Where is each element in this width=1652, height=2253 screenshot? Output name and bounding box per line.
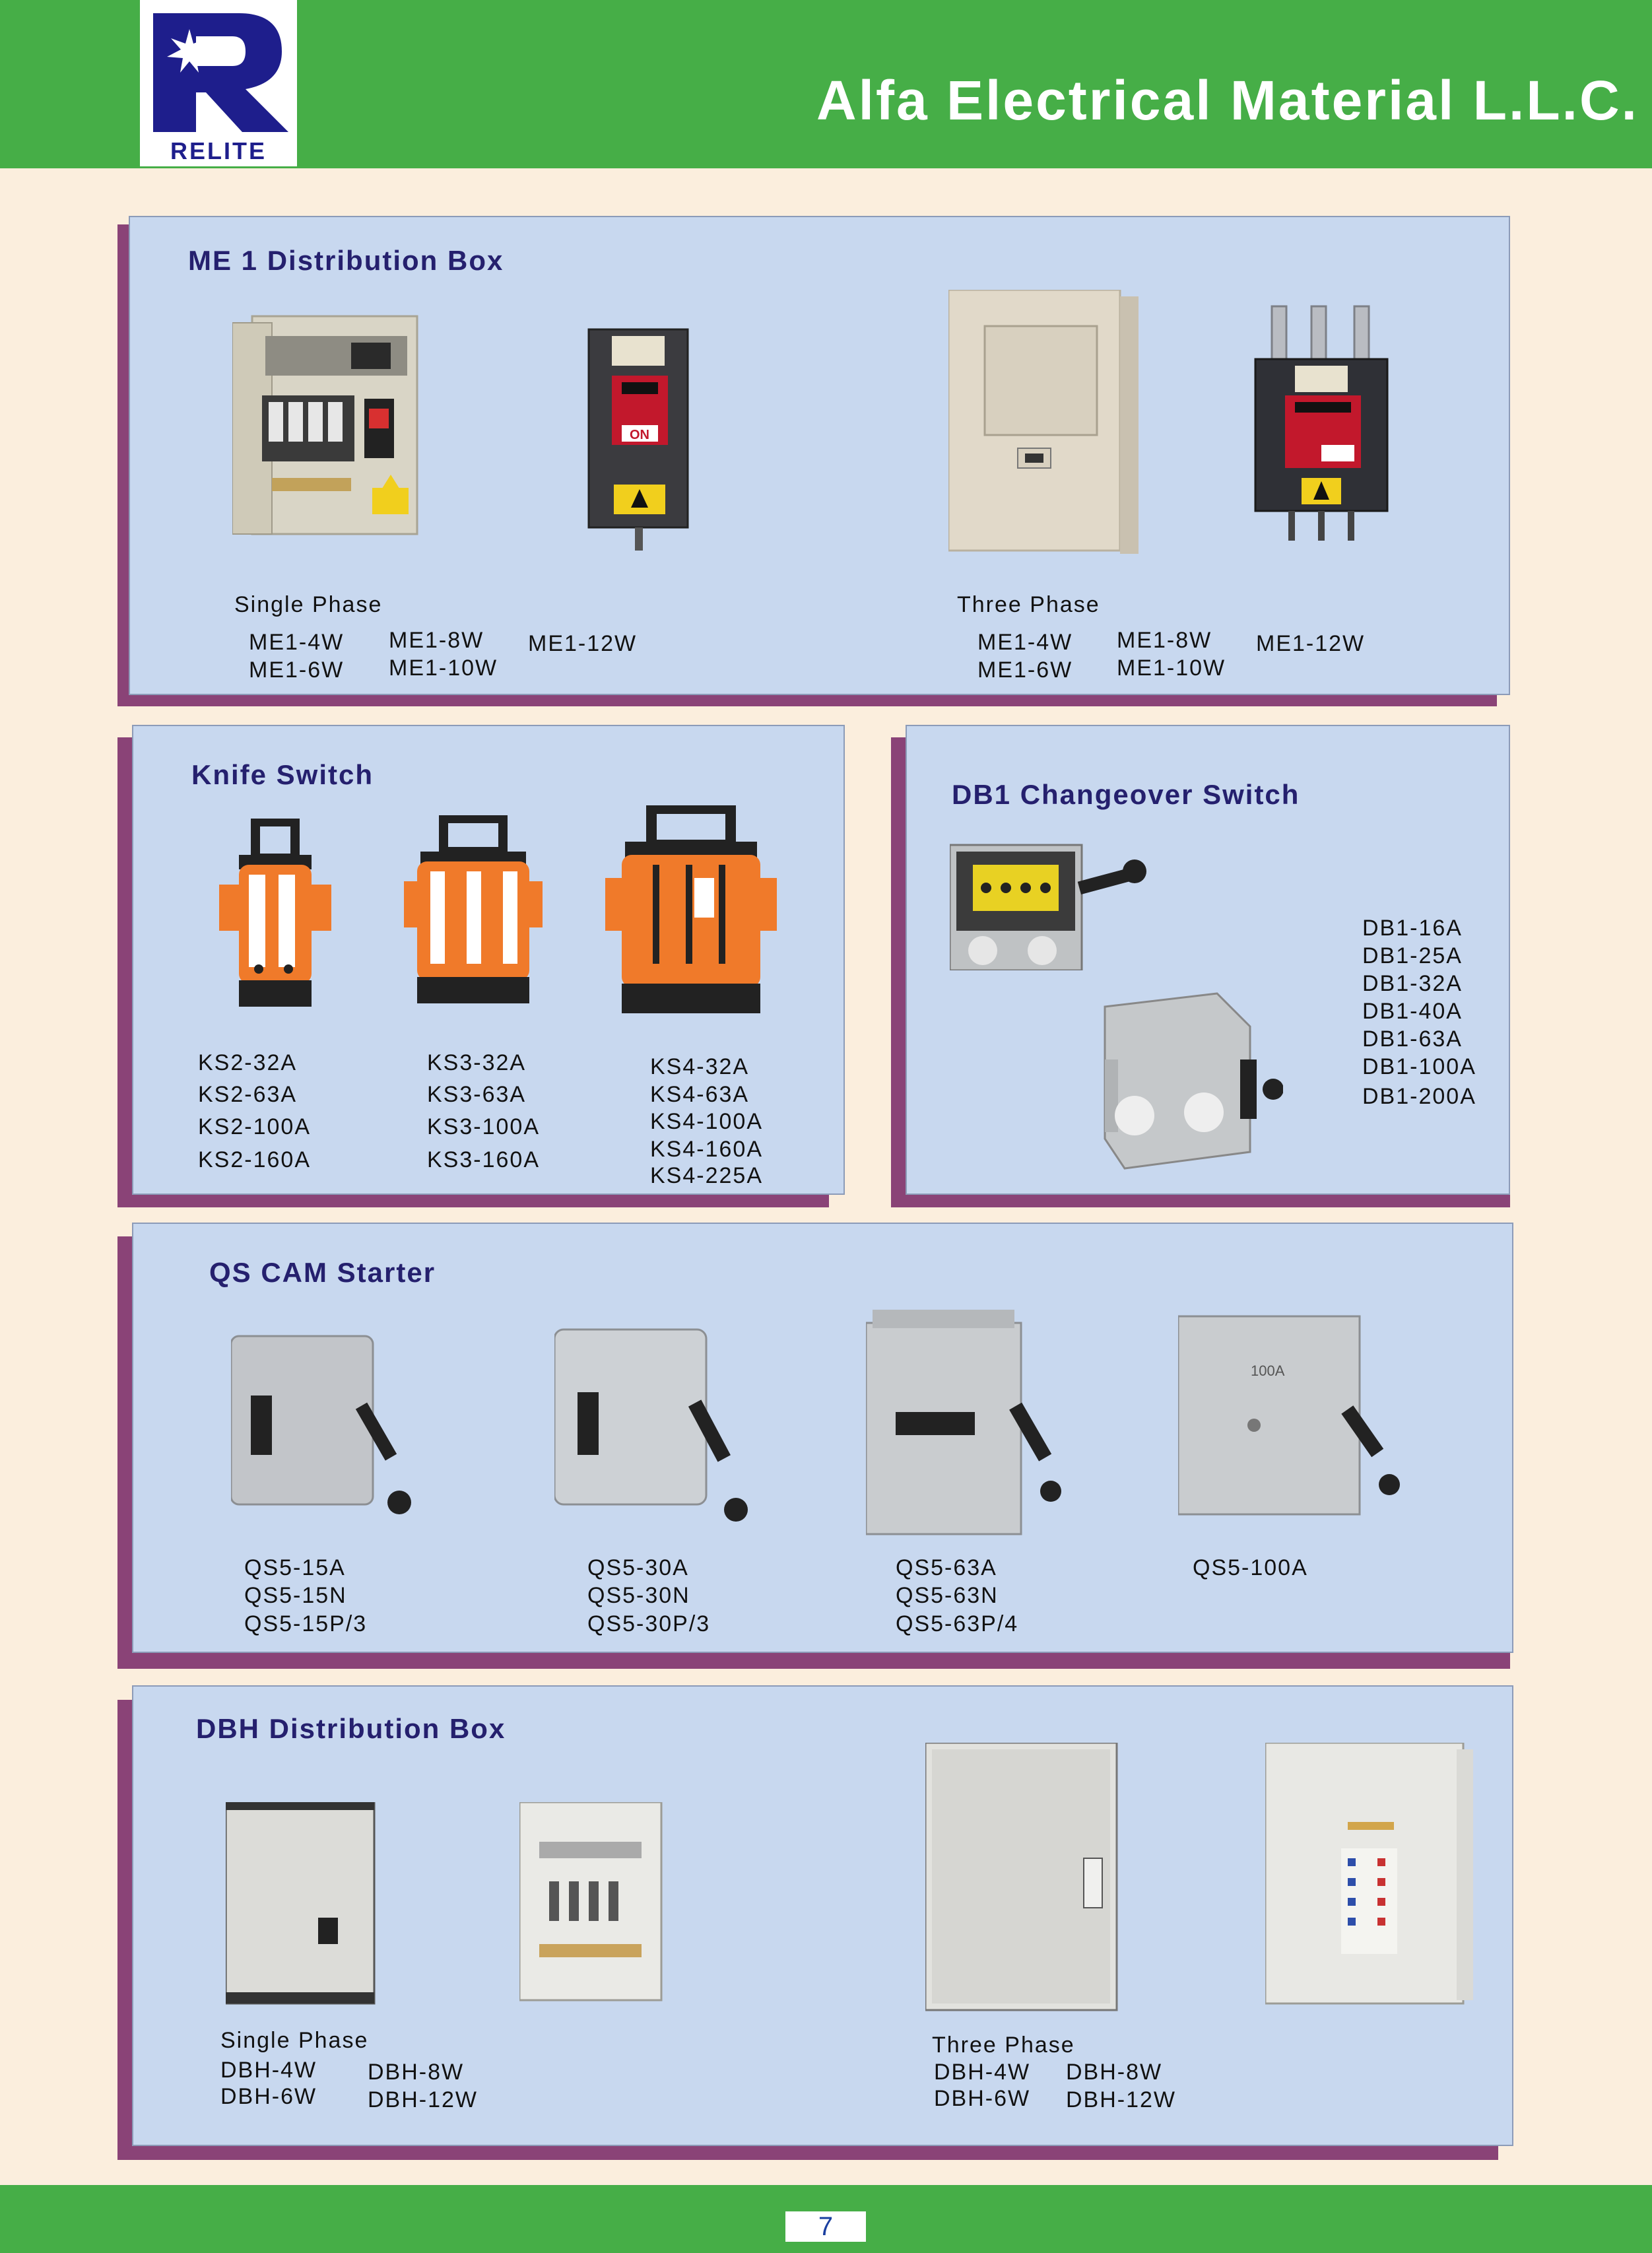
dbh-single-model: DBH-4W [220,2058,317,2083]
me1-three-model: ME1-8W [1117,628,1212,653]
dbh-three-model: DBH-8W [1066,2060,1163,2085]
knife-panel [132,725,845,1195]
qs-starter-30a-image [554,1323,759,1534]
knife-model: KS2-63A [198,1082,298,1107]
qs-100a-rating-label: 100A [1251,1362,1285,1379]
knife-model: KS4-32A [650,1054,750,1079]
me1-three-phase-box-image [948,290,1146,557]
me1-three-phase-label: Three Phase [957,592,1100,617]
db1-panel [906,725,1510,1195]
db1-open-switch-image [950,838,1148,970]
dbh-three-phase-label: Three Phase [932,2033,1075,2058]
knife-model: KS2-100A [198,1114,311,1139]
qs-title: QS CAM Starter [209,1257,436,1288]
dbh-three-model: DBH-4W [934,2060,1031,2085]
qs-starter-100a-image [1178,1310,1403,1528]
knife-switch-4pole-image [605,805,777,1017]
dbh-single-model: DBH-8W [368,2060,465,2085]
qs-panel [132,1223,1513,1653]
qs-model: QS5-15A [244,1555,346,1580]
qs-model: QS5-15N [244,1583,347,1608]
dbh-three-phase-open-box-image [1265,1743,1476,2007]
me1-three-model: ME1-4W [977,630,1073,655]
page-number: 7 [785,2211,866,2242]
logo-text: RELITE [170,137,267,164]
knife-model: KS3-32A [427,1050,527,1075]
dbh-single-phase-closed-box-image [226,1802,378,2007]
qs-model: QS5-30P/3 [587,1611,711,1636]
dbh-single-model: DBH-12W [368,2087,479,2112]
db1-model: DB1-16A [1362,916,1463,941]
dbh-single-phase-label: Single Phase [220,2028,369,2053]
qs-model: QS5-63N [896,1583,999,1608]
qs-starter-15a-image [231,1329,429,1528]
knife-switch-2pole-image [219,819,331,1010]
me1-single-model: ME1-10W [389,656,498,681]
dbh-single-model: DBH-6W [220,2084,317,2109]
me1-single-model: ME1-12W [528,631,638,656]
knife-model: KS4-225A [650,1163,763,1188]
db1-model: DB1-40A [1362,999,1463,1024]
me1-three-model: ME1-10W [1117,656,1226,681]
me1-single-model: ME1-4W [249,630,345,655]
qs-model: QS5-63A [896,1555,997,1580]
knife-title: Knife Switch [191,759,374,790]
qs-model: QS5-63P/4 [896,1611,1019,1636]
qs-model: QS5-15P/3 [244,1611,368,1636]
knife-model: KS3-160A [427,1147,540,1172]
knife-model: KS4-63A [650,1082,750,1107]
knife-switch-3pole-image [404,815,543,1010]
me1-single-model: ME1-6W [249,657,345,683]
me1-three-model: ME1-12W [1256,631,1366,656]
me1-title: ME 1 Distribution Box [188,245,504,276]
qs-model: QS5-30N [587,1583,690,1608]
me1-single-phase-isolator-image [582,316,694,554]
db1-model: DB1-200A [1362,1084,1476,1109]
knife-model: KS3-63A [427,1082,527,1107]
knife-model: KS4-100A [650,1109,763,1134]
knife-model: KS2-32A [198,1050,298,1075]
db1-closed-switch-image [1078,980,1283,1172]
dbh-three-model: DBH-6W [934,2086,1031,2111]
dbh-title: DBH Distribution Box [196,1713,506,1744]
qs-model: QS5-100A [1193,1555,1308,1580]
knife-model: KS2-160A [198,1147,311,1172]
db1-title: DB1 Changeover Switch [952,779,1300,810]
relite-logo [140,0,297,166]
me1-single-phase-box-image [232,310,430,547]
me1-three-phase-isolator-image [1249,303,1394,564]
db1-model: DB1-32A [1362,971,1463,996]
me1-isolator-on-label: ON [630,428,649,442]
me1-single-phase-label: Single Phase [234,592,383,617]
qs-starter-63a-image [866,1310,1077,1541]
knife-model: KS4-160A [650,1137,763,1162]
db1-model: DB1-100A [1362,1054,1476,1079]
db1-model: DB1-25A [1362,943,1463,968]
me1-panel [129,216,1510,695]
db1-model: DB1-63A [1362,1026,1463,1052]
qs-model: QS5-30A [587,1555,689,1580]
dbh-panel [132,1685,1513,2146]
dbh-single-phase-open-box-image [519,1802,665,2007]
knife-model: KS3-100A [427,1114,540,1139]
dbh-three-phase-closed-box-image [925,1743,1123,2013]
me1-single-model: ME1-8W [389,628,484,653]
dbh-three-model: DBH-12W [1066,2087,1177,2112]
company-name: Alfa Electrical Material L.L.C. [816,69,1639,131]
me1-three-model: ME1-6W [977,657,1073,683]
